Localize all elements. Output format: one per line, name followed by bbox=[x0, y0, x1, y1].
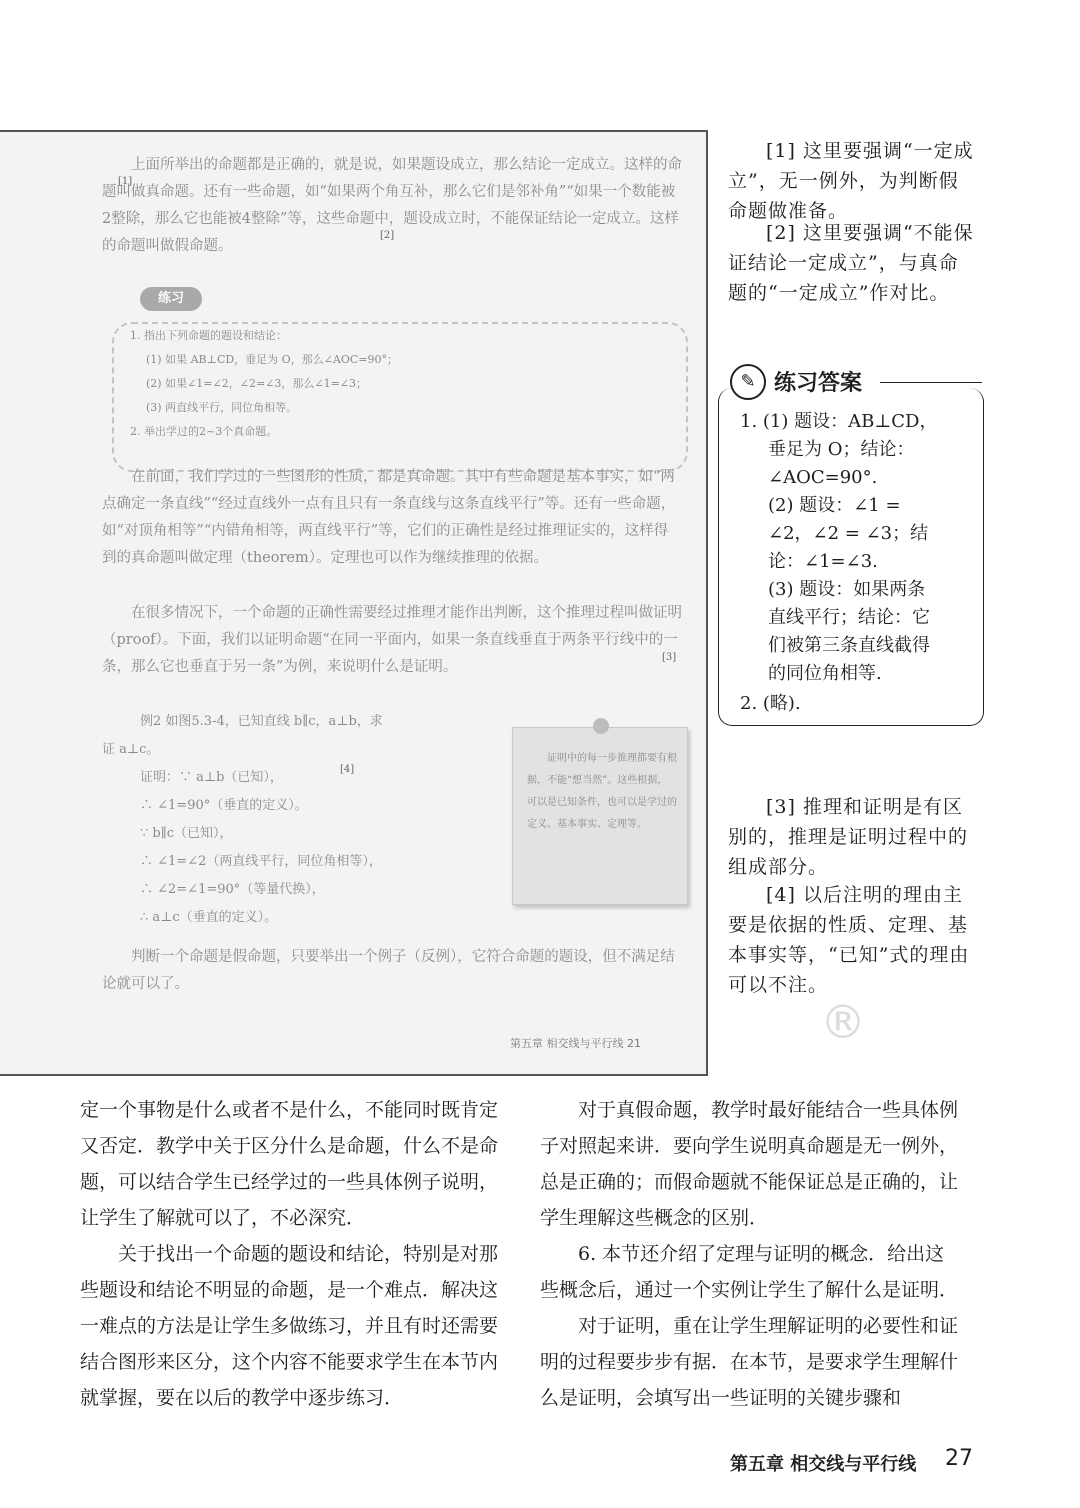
practice-line: (1) 如果 AB⊥CD，垂足为 O，那么∠AOC=90°； bbox=[146, 353, 399, 366]
practice-tag: 练习 bbox=[140, 287, 202, 311]
note-mark-3: [3] bbox=[662, 652, 677, 663]
example-line: ∴ a⊥c（垂直的定义）。 bbox=[140, 910, 278, 925]
margin-note-2: [2] 这里要强调“不能保证结论一定成立”，与真命题的“一定成立”作对比。 bbox=[728, 222, 974, 304]
example-line: ∴ ∠1=∠2（两直线平行，同位角相等）， bbox=[140, 854, 382, 869]
textbook-paragraph-1: 上面所举出的命题都是正确的，就是说，如果题设成立，那么结论一定成立。这样的命题叫做真命题。还有一些命题，如“如果两个角互补，那么它们是邻补角”“如果一个数能被2整除，那么它也能被4整除”等，这些命题中，题设成立时，不能保证结论一定成立。这样的命题叫做假命题。 bbox=[102, 157, 682, 254]
practice-line: 1. 指出下列命题的题设和结论： bbox=[130, 329, 287, 342]
answer-line: (2) 题设：∠1 = bbox=[768, 495, 901, 516]
note-mark-4: [4] bbox=[340, 764, 355, 775]
margin-note-4: [4] 以后注明的理由主要是依据的性质、定理、基本事实等，“已知”式的理由可以不注。 bbox=[728, 884, 970, 996]
textbook-page-image bbox=[0, 130, 708, 1076]
margin-note-3: [3] 推理和证明是有区别的，推理是证明过程中的组成部分。 bbox=[728, 796, 969, 878]
answer-line: 垂足为 O；结论： bbox=[768, 439, 915, 460]
practice-line: (3) 两直线平行，同位角相等。 bbox=[146, 401, 298, 414]
example-line: 证 a⊥c。 bbox=[102, 742, 160, 757]
answer-line: 1. (1) 题设：AB⊥CD， bbox=[740, 411, 938, 432]
example-line: ∴ ∠1=90°（垂直的定义）。 bbox=[140, 798, 308, 813]
body-paragraph: 对于证明，重在让学生理解证明的必要性和证明的过程要步步有据．在本节，是要求学生理解什么是证明，会填写出一些证明的关键步骤和 bbox=[540, 1315, 959, 1409]
practice-line: (2) 如果∠1=∠2，∠2=∠3，那么∠1=∠3； bbox=[146, 377, 368, 390]
textbook-paragraph-2: 在前面，我们学过的一些图形的性质，都是真命题。其中有些命题是基本事实，如“两点确定一条直线”“经过直线外一点有且只有一条直线与这条直线平行”等。还有一些命题，如“对顶角相等”“内错角相等，两直线平行”等，它们的正确性是经过推理证实的，这样得到的真命题叫做定理（theorem）。定理也可以作为继续推理的依据。 bbox=[102, 469, 676, 566]
page-number: 27 bbox=[945, 1446, 973, 1471]
answer-line: (3) 题设：如果两条 bbox=[768, 579, 926, 600]
answers-icon: ✎ bbox=[730, 364, 766, 400]
answer-line: 们被第三条直线截得 bbox=[768, 635, 930, 656]
body-column-left bbox=[80, 1092, 500, 1416]
textbook-paragraph-4: 判断一个命题是假命题，只要举出一个例子（反例），它符合命题的题设，但不满足结论就可以了。 bbox=[102, 949, 675, 992]
body-column-right bbox=[540, 1092, 960, 1416]
textbook-footer: 第五章 相交线与平行线 21 bbox=[510, 1037, 641, 1050]
body-paragraph: 对于真假命题，教学时最好能结合一些具体例子对照起来讲．要向学生说明真命题是无一例外，总是正确的；而假命题就不能保证总是正确的，让学生理解这些概念的区别． bbox=[540, 1099, 959, 1229]
example-line: 例2 如图5.3-4，已知直线 b∥c，a⊥b，求 bbox=[140, 714, 383, 729]
note-mark-1: [1] bbox=[118, 176, 133, 187]
example-line: ∴ ∠2=∠1=90°（等量代换）， bbox=[140, 882, 325, 897]
answers-header bbox=[730, 362, 988, 402]
body-paragraph: 定一个事物是什么或者不是什么，不能同时既肯定又否定．教学中关于区分什么是命题，什么不是命题，可以结合学生已经学过的一些具体例子说明，让学生了解就可以了，不必深究． bbox=[80, 1099, 499, 1229]
answer-line: 的同位角相等. bbox=[768, 663, 882, 684]
answer-line: ∠AOC=90°. bbox=[768, 467, 878, 488]
registered-watermark: ® bbox=[820, 995, 866, 1049]
margin-note-1: [1] 这里要强调“一定成立”，无一例外，为判断假命题做准备。 bbox=[728, 140, 974, 222]
example-line: 证明：∵ a⊥b（已知）， bbox=[140, 770, 283, 785]
answer-line: 2. (略). bbox=[740, 693, 801, 714]
chapter-footer: 第五章 相交线与平行线 bbox=[730, 1454, 917, 1475]
textbook-paragraph-3: 在很多情况下，一个命题的正确性需要经过推理才能作出判断，这个推理过程叫做证明（proof）。下面，我们以证明命题“在同一平面内，如果一条直线垂直于两条平行线中的一条，那么它也垂直于另一条”为例，来说明什么是证明。 bbox=[102, 605, 682, 675]
answers-title: 练习答案 bbox=[774, 371, 863, 396]
body-paragraph: 6. 本节还介绍了定理与证明的概念．给出这些概念后，通过一个实例让学生了解什么是证明． bbox=[540, 1243, 959, 1301]
practice-line: 2. 举出学过的2~3个真命题。 bbox=[130, 425, 278, 438]
answers-header-rule bbox=[880, 382, 982, 383]
answer-line: ∠2，∠2 = ∠3；结 bbox=[768, 523, 929, 544]
example-line: ∵ b∥c（已知）， bbox=[140, 826, 233, 841]
answer-line: 论：∠1=∠3. bbox=[768, 551, 878, 572]
body-paragraph: 关于找出一个命题的题设和结论，特别是对那些题设和结论不明显的命题，是一个难点．解决这一难点的方法是让学生多做练习，并且有时还需要结合图形来区分，这个内容不能要求学生在本节内就掌握，要在以后的教学中逐步练习． bbox=[80, 1243, 499, 1409]
sidenote-card bbox=[512, 727, 688, 905]
pin-icon bbox=[593, 718, 609, 734]
answer-line: 直线平行；结论：它 bbox=[768, 607, 930, 628]
note-mark-2: [2] bbox=[380, 230, 395, 241]
sidenote-text: 证明中的每一步推理都要有根据，不能“想当然”。这些根据，可以是已知条件，也可以是学过的定义、基本事实、定理等。 bbox=[527, 753, 677, 830]
